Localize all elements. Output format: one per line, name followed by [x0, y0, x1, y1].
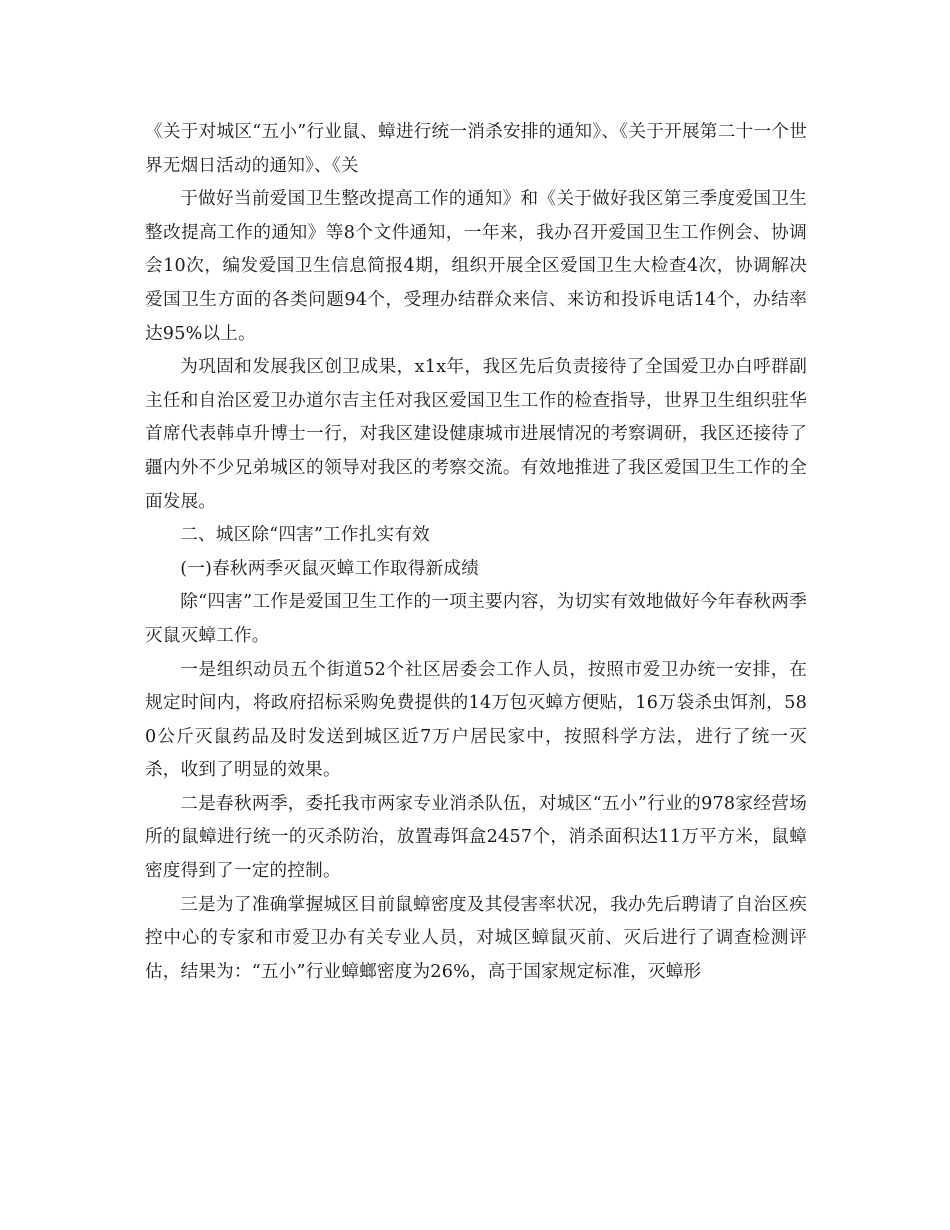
paragraph: 除“四害”工作是爱国卫生工作的一项主要内容，为切实有效地做好今年春秋两季灭鼠灭蟑工作。 — [145, 592, 807, 646]
paragraph: 为巩固和发展我区创卫成果，x1x年，我区先后负责接待了全国爱卫办白呼群副主任和自治区爱卫办道尔吉主任对我区爱国卫生工作的检查指导，世界卫生组织驻华首席代表韩卓升博士一行，对我区建设健康城市进展情况的考察调研，我区还接待了疆内外不少兄弟城区的领导对我区的考察交流。有效地推进了我区爱国卫生工作的全面发展。 — [145, 357, 807, 512]
paragraph: 于做好当前爱国卫生整改提高工作的通知》和《关于做好我区第三季度爱国卫生整改提高工作的通知》等8个文件通知，一年来，我办召开爱国卫生工作例会、协调会10次，编发爱国卫生信息简报4期，组织开展全区爱国卫生大检查4次，协调解决爱国卫生方面的各类问题94个，受理办结群众来信、来访和投诉电话14个，办结率达95%以上。 — [145, 189, 807, 344]
paragraph: 《关于对城区“五小”行业鼠、蟑进行统一消杀安排的通知》、《关于开展第二十一个世界无烟日活动的通知》、《关 — [145, 122, 807, 176]
paragraph: 二是春秋两季，委托我市两家专业消杀队伍，对城区“五小”行业的978家经营场所的鼠蟑进行统一的灭杀防治，放置毒饵盒2457个，消杀面积达11万平方米，鼠蟑密度得到了一定的控制。 — [145, 793, 807, 882]
section-heading: 二、城区除“四害”工作扎实有效 — [180, 525, 430, 546]
paragraph: 三是为了准确掌握城区目前鼠蟑密度及其侵害率状况，我办先后聘请了自治区疾控中心的专家和市爱卫办有关专业人员，对城区蟑鼠灭前、灭后进行了调查检测评估，结果为：“五小”行业蟑螂密度为26%，高于国家规定标准，灭蟑形 — [145, 894, 807, 982]
paragraph: 一是组织动员五个街道52个社区居委会工作人员，按照市爱卫办统一安排，在规定时间内，将政府招标采购免费提供的14万包灭蟑方便贴，16万袋杀虫饵剂，580公斤灭鼠药品及时发送到城区近7万户居民家中，按照科学方法，进行了统一灭杀，收到了明显的效果。 — [145, 659, 807, 781]
document-body — [145, 116, 807, 989]
subsection-heading: (一)春秋两季灭鼠灭蟑工作取得新成绩 — [180, 558, 480, 579]
